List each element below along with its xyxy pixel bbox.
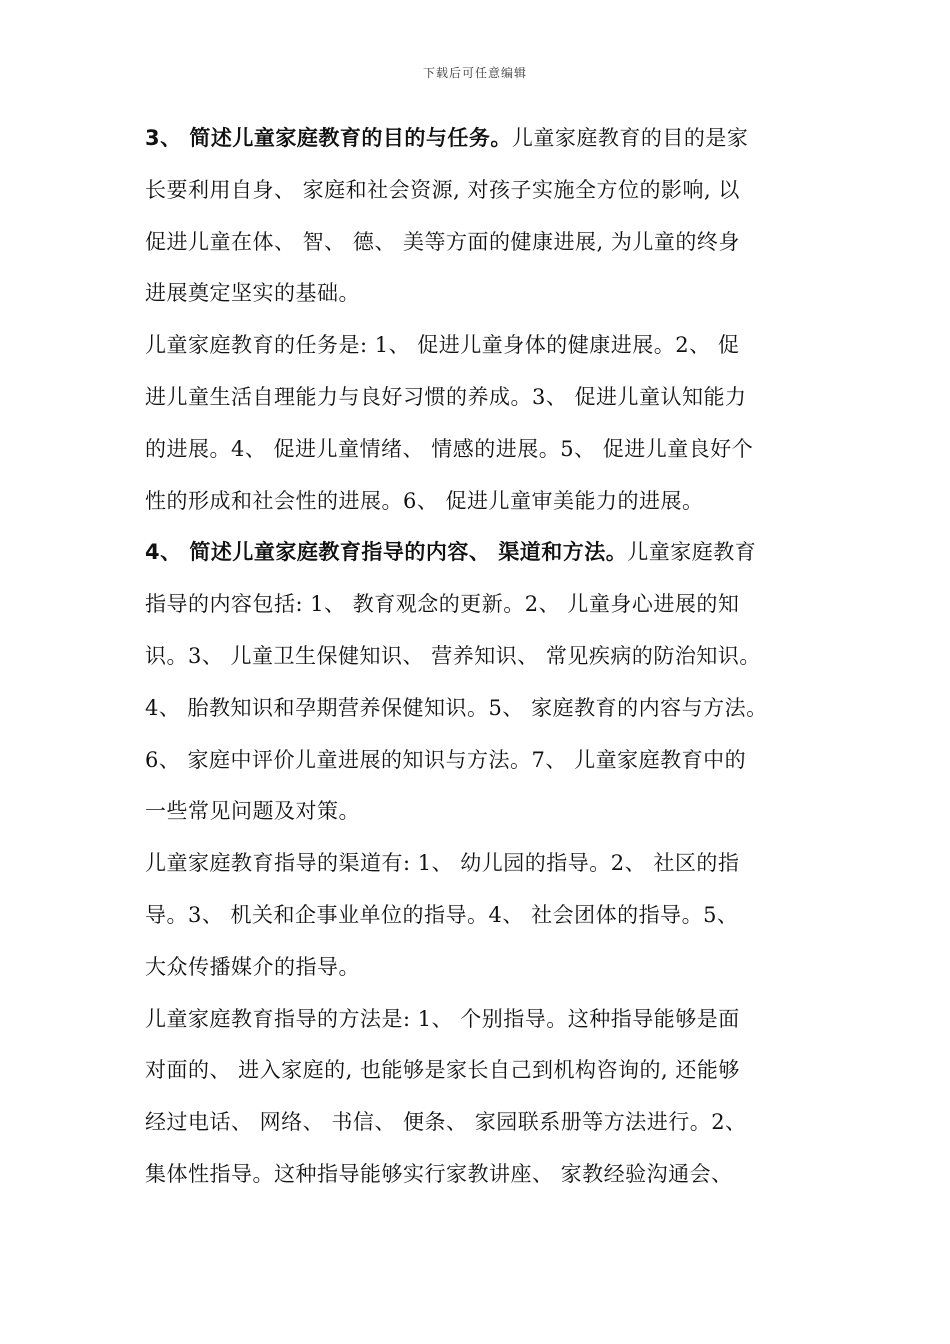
text-line — [145, 579, 825, 631]
text-line — [145, 476, 825, 528]
text-line — [145, 424, 825, 476]
text-line — [145, 1045, 825, 1097]
page-header: 下载后可任意编辑 — [422, 66, 527, 80]
line-text: 儿童家庭教育 — [627, 540, 757, 565]
line-text: 长要利用自身、 家庭和社会资源, 对孩子实施全方位的影响, 以 — [145, 177, 740, 202]
line-text: 4、 胎教知识和孕期营养保健知识。5、 家庭教育的内容与方法。 — [145, 695, 768, 720]
line-text: 集体性指导。这种指导能够实行家教讲座、 家教经验沟通会、 — [145, 1161, 733, 1186]
text-line — [145, 683, 825, 735]
text-line — [145, 1149, 825, 1201]
line-text: 大众传播媒介的指导。 — [145, 954, 360, 979]
line-text: 儿童家庭教育指导的渠道有: 1、 幼儿园的指导。2、 社区的指 — [145, 851, 740, 876]
text-line — [145, 372, 825, 424]
line-text: 导。3、 机关和企事业单位的指导。4、 社会团体的指导。5、 — [145, 902, 739, 927]
section-heading: 4、 简述儿童家庭教育指导的内容、 渠道和方法。 — [145, 540, 628, 565]
text-line — [145, 113, 825, 165]
text-line — [145, 890, 825, 942]
line-text: 进儿童生活自理能力与良好习惯的养成。3、 促进儿童认知能力 — [145, 384, 747, 409]
line-text: 的进展。4、 促进儿童情绪、 情感的进展。5、 促进儿童良好个 — [145, 436, 754, 461]
line-text: 指导的内容包括: 1、 教育观念的更新。2、 儿童身心进展的知 — [145, 592, 740, 617]
text-line — [145, 994, 825, 1046]
text-line — [145, 942, 825, 994]
text-line — [145, 217, 825, 269]
text-line — [145, 631, 825, 683]
text-line — [145, 165, 825, 217]
line-text: 经过电话、 网络、 书信、 便条、 家园联系册等方法进行。2、 — [145, 1110, 747, 1135]
text-line — [145, 268, 825, 320]
line-text: 6、 家庭中评价儿童进展的知识与方法。7、 儿童家庭教育中的 — [145, 747, 747, 772]
section-heading: 3、 简述儿童家庭教育的目的与任务。 — [145, 126, 512, 150]
line-text: 进展奠定坚实的基础。 — [145, 281, 360, 306]
line-text: 儿童家庭教育的目的是家 — [511, 126, 749, 150]
line-text: 儿童家庭教育的任务是: 1、 促进儿童身体的健康进展。2、 促 — [145, 333, 740, 358]
line-text: 一些常见问题及对策。 — [145, 799, 360, 824]
text-line — [145, 735, 825, 787]
text-line — [145, 527, 825, 579]
line-text: 对面的、 进入家庭的, 也能够是家长自己到机构咨询的, 还能够 — [145, 1058, 740, 1083]
document-body — [145, 113, 825, 1201]
text-line — [145, 1097, 825, 1149]
line-text: 性的形成和社会性的进展。6、 促进儿童审美能力的进展。 — [145, 488, 704, 513]
text-line — [145, 320, 825, 372]
text-line — [145, 838, 825, 890]
line-text: 儿童家庭教育指导的方法是: 1、 个别指导。这种指导能够是面 — [145, 1006, 740, 1031]
line-text: 促进儿童在体、 智、 德、 美等方面的健康进展, 为儿童的终身 — [145, 229, 740, 254]
line-text: 识。3、 儿童卫生保健知识、 营养知识、 常见疾病的防治知识。 — [145, 643, 761, 668]
text-line — [145, 786, 825, 838]
